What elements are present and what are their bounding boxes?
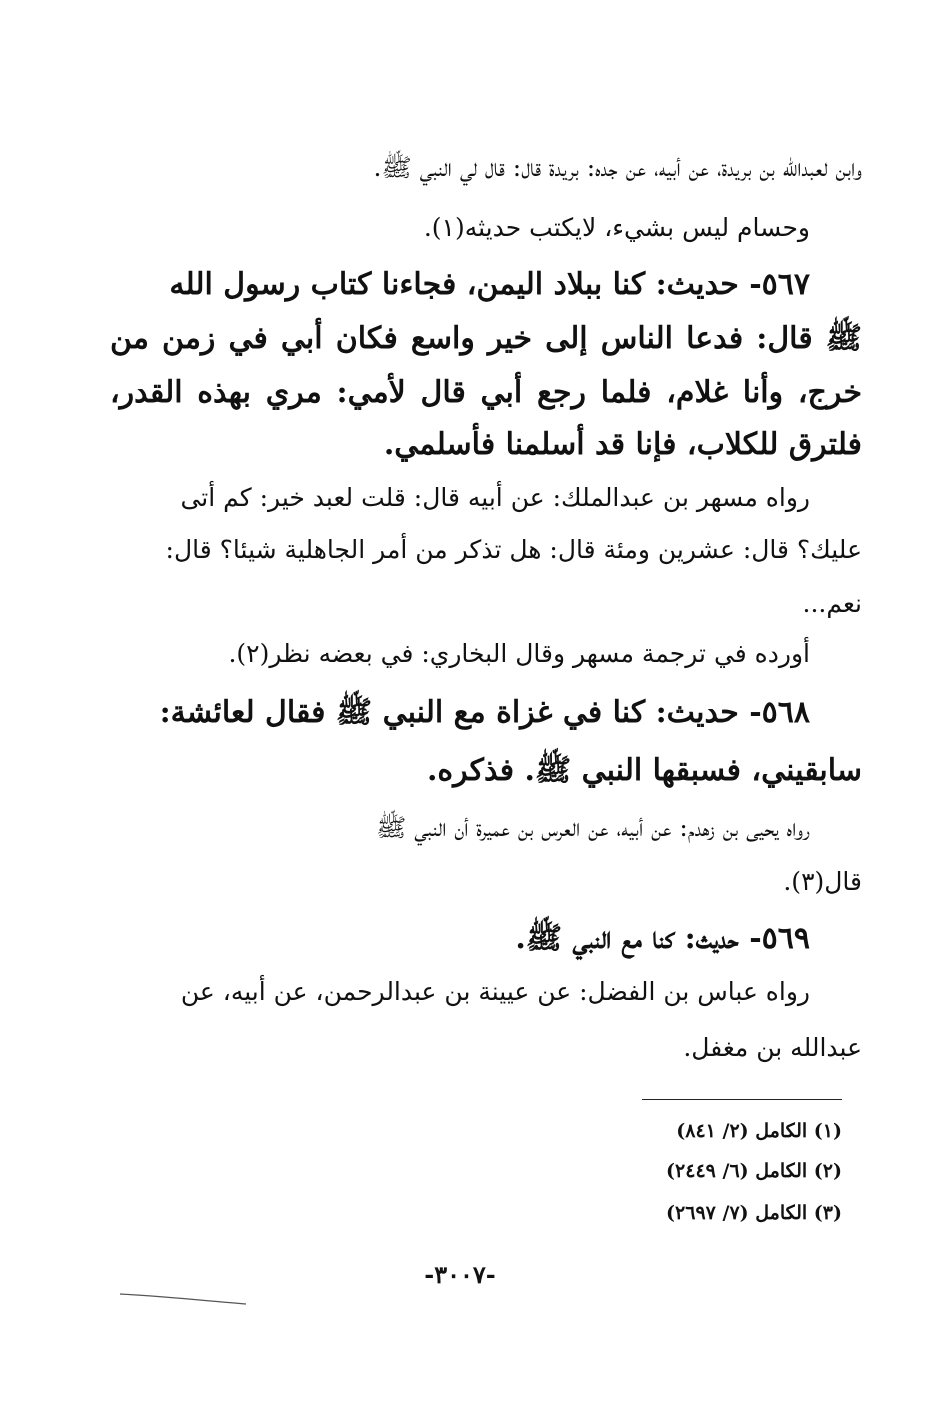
footnote-2: (٢) الكامل (٦/ ٢٤٤٩) — [666, 1160, 842, 1182]
hadith-567-text: فلترق للكلاب، فإنا قد أسلمنا فأسلمي. — [383, 427, 862, 462]
hadith-569-heading: ٥٦٩- حديث: كنا مع النبي ﷺ. — [515, 921, 810, 956]
narration-569: رواه عباس بن الفضل: عن عيينة بن عبدالرحمن، عن أبيه، عن — [180, 977, 810, 1006]
footnote-1: (١) الكامل (٢/ ٨٤١) — [676, 1120, 842, 1142]
hadith-568-text: سابقيني، فسبقها النبي ﷺ. فذكره. — [426, 753, 862, 788]
text-line: وابن لعبدالله بن بريدة، عن أبيه، عن جده: بريدة قال: قال لي النبي ﷺ. — [373, 153, 862, 182]
footnote-3: (٣) الكامل (٧/ ٢٦٩٧) — [666, 1202, 842, 1224]
text-line: وحسام ليس بشيء، لايكتب حديثه(١). — [423, 213, 810, 242]
hadith-568-heading: ٥٦٨- حديث: كنا في غزاة مع النبي ﷺ فقال لعائشة: — [159, 695, 810, 730]
narration-569: عبدالله بن مغفل. — [683, 1033, 862, 1062]
narration-567: رواه مسهر بن عبدالملك: عن أبيه قال: قلت لعبد خير: كم أتى — [180, 483, 810, 512]
narration-568: رواه يحيى بن زهدم: عن أبيه، عن العرس بن عميرة أن النبي ﷺ — [376, 813, 810, 842]
hadith-567-heading: ٥٦٧- حديث: كنا ببلاد اليمن، فجاءنا كتاب رسول الله — [169, 267, 810, 302]
pen-stroke-mark — [118, 1288, 248, 1308]
narration-567: عليك؟ قال: عشرين ومئة قال: هل تذكر من أمر الجاهلية شيئا؟ قال: — [165, 535, 862, 564]
narration-567: نعم... — [802, 589, 862, 618]
narration-568: قال(٣). — [783, 867, 862, 896]
hadith-567-text: ﷺ قال: فدعا الناس إلى خير واسع فكان أبي في زمن من — [110, 321, 862, 356]
footnote-separator — [642, 1099, 842, 1100]
page-number: -٣٠٠٧- — [424, 1260, 496, 1289]
hadith-567-text: خرج، وأنا غلام، فلما رجع أبي قال لأمي: مري بهذه القدر، — [110, 375, 862, 410]
narration-567-note: أورده في ترجمة مسهر وقال البخاري: في بعضه نظر(٢). — [228, 639, 810, 668]
